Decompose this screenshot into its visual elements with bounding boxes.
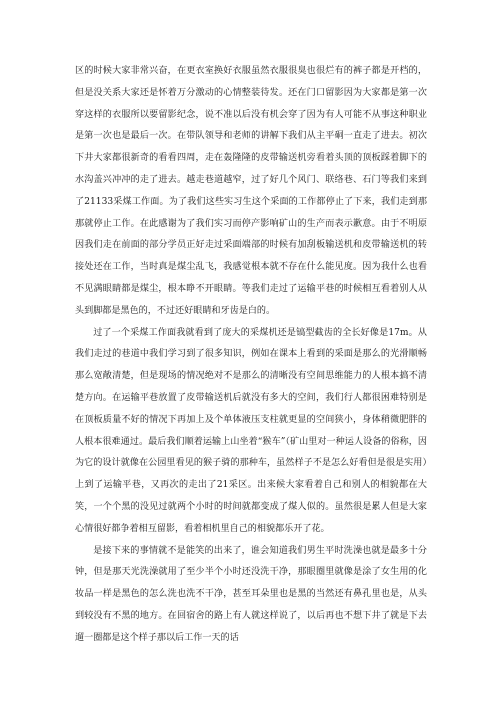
paragraph-2: 过了一个采煤工作面我就看到了庞大的采煤机还是镐型截齿的全长好像是17m。从我们走过的巷道中我们学习到了很多知识，例如在课本上看到的采面是那么的光滑顺畅那么宽敞清楚，但是现场的情况绝对不是那么的清晰没有空间思维能力的人根本搞不清楚方向。在运输平巷放置了皮带输送机后就没有多大的空间，我们行人都很困难特别是在顶板质量不好的情况下再加上及个单体液压支柱就更显的空间狭小，身体稍微肥胖的人根本很难通过。最后我们顺着运输上山坐着“猴车”（矿山里对一种运人设备的俗称，因为它的设计就像在公园里看见的猴子骑的那种车，虽然样子不是怎么好看但是很是实用）上到了运输平巷，又再次的走出了21采区。出来候大家看着自己和别人的相貌都在大笑，一个个黑的没见过就两个小时的时间就都变成了煤人似的。虽然很是累人但是大家心情很好都争着相互留影，看着相机里自己的相貌都乐开了花。 [75,327,427,534]
paragraph-3: 是接下来的事情就不是能笑的出来了，谁会知道我们男生平时洗澡也就是最多十分钟，但是那天光洗澡就用了至少半个小时还没洗干净，那眼圈里就像是涂了女生用的化妆品一样是黑色的怎么洗也洗不干净，甚至耳朵里也是黑的当然还有鼻孔里也是，从头到较没有不黑的地方。在回宿舍的路上有人就这样说了，以后再也不想下井了就是下去遛一圈都是这个样子那以后工作一天的话 [75,545,427,643]
paragraph-1: 区的时候大家非常兴奋，在更衣室换好衣服虽然衣服很臭也很烂有的裤子都是开档的，但是没关系大家还是怀着万分激动的心情整装待发。还在门口留影因为大家都是第一次穿这样的衣服所以要留影纪念，说不准以后没有机会穿了因为有人可能不从事这种职业是第一次也是最后一次。在带队领导和老师的讲解下我们从主平硐一直走了进去。初次下井大家都很新奇的看看四周，走在轰隆隆的皮带输送机旁看着头顶的顶板踩着脚下的水沟盖兴冲冲的走了进去。越走巷道越窄，过了好几个风门、联络巷、石门等我们来到了21133采煤工作面。为了我们这些实习生这个采面的工作都停止了下来，我们走到那那就停止工作。在此感谢为了我们实习而停产影响矿山的生产而表示歉意。由于不明原因我们走在前面的部分学员正好走过采面端部的时候有加刮板输送机和皮带输送机的转接处还在工作，当时真是煤尘乱飞，我感觉根本就不存在什么能见度。因为我什么也看不见满眼睛都是煤尘，根本睁不开眼睛。等我们走过了运输平巷的时候相互看着别人从头到脚都是黑色的，不过还好眼睛和牙齿是白的。 [75,66,427,316]
document-body [75,61,427,650]
